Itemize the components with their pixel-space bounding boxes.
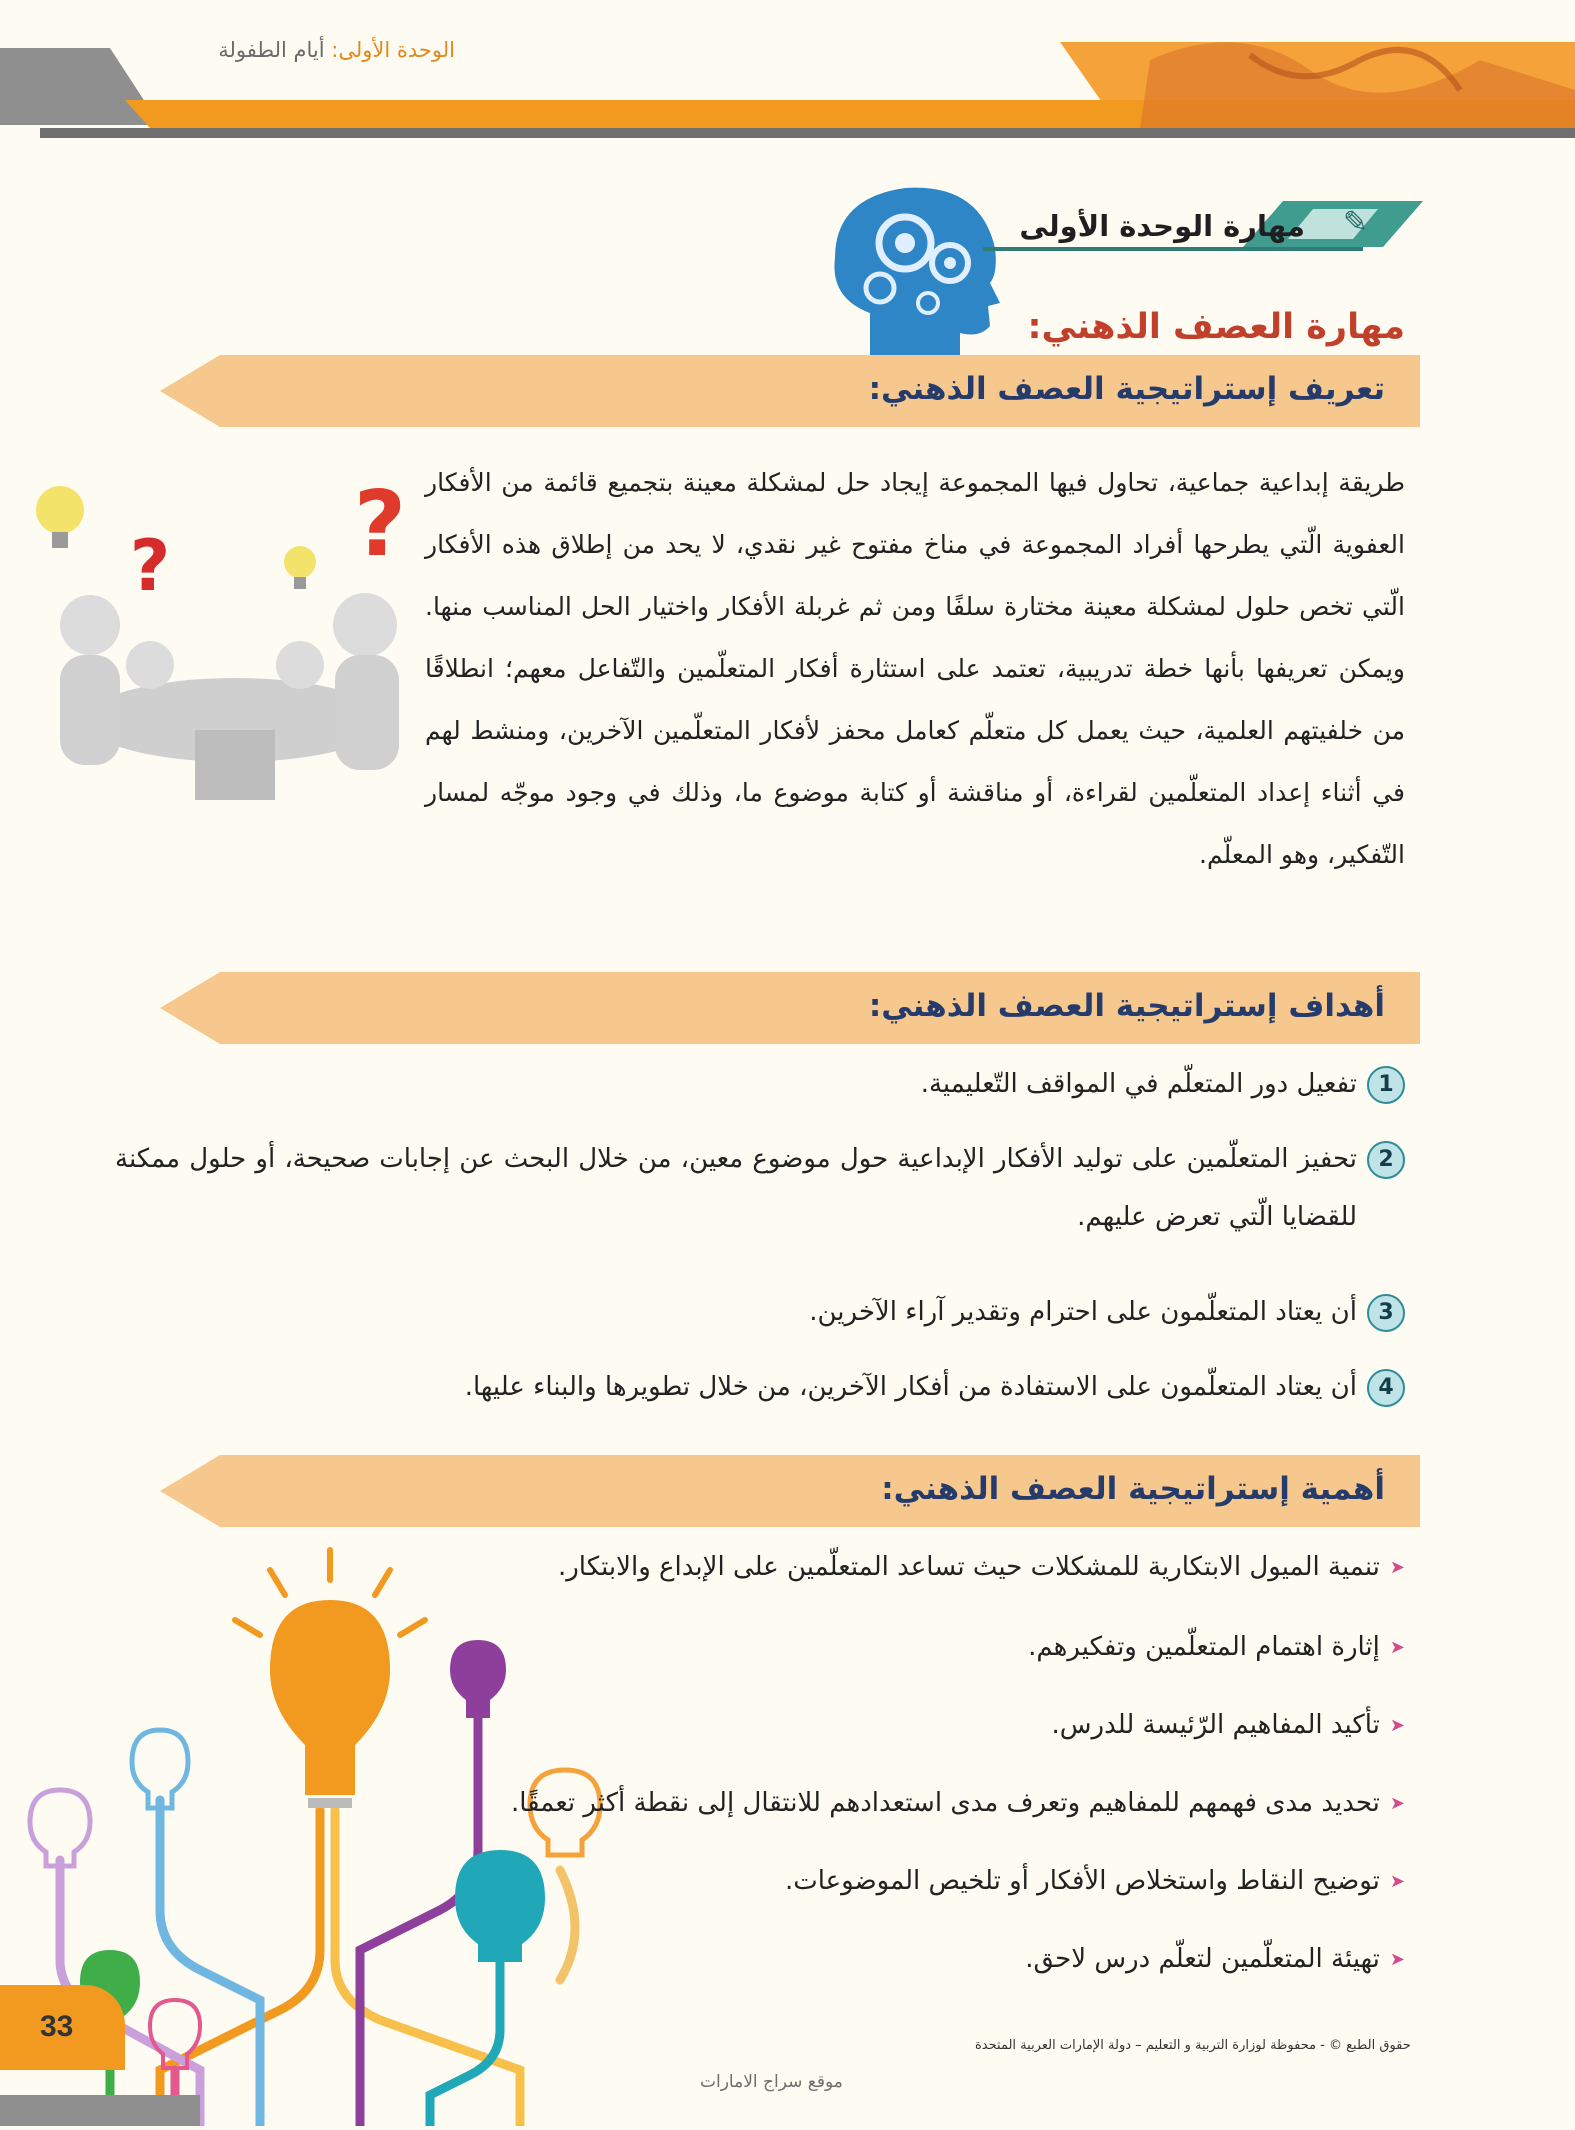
skill-unit-header — [983, 195, 1423, 253]
svg-text:?: ? — [129, 525, 171, 607]
svg-text:?: ? — [353, 472, 407, 577]
bullet-arrow-icon: ➤ — [1389, 1948, 1405, 1970]
page-number: 33 — [40, 2010, 74, 2043]
goal-text: تحفيز المتعلّمين على توليد الأفكار الإبداعية حول موضوع معين، من خلال البحث عن إجابات صحيحة، أو حلول ممكنة للقضايا الّتي تعرض عليهم. — [115, 1144, 1357, 1232]
goal-number-badge: 4 — [1367, 1369, 1405, 1407]
importance-item — [1052, 1710, 1405, 1740]
importance-text: تأكيد المفاهيم الرّئيسة للدرس. — [1051, 1710, 1380, 1740]
bullet-arrow-icon: ➤ — [1389, 1870, 1405, 1892]
importance-text: إثارة اهتمام المتعلّمين وتفكيرهم. — [1028, 1632, 1380, 1662]
topic-label: أيام الطفولة — [218, 38, 325, 62]
brainstorm-meeting-illustration — [20, 470, 440, 834]
footer-bar — [0, 2095, 200, 2126]
importance-item — [1025, 1944, 1405, 1974]
bullet-arrow-icon: ➤ — [1389, 1556, 1405, 1578]
goal-item — [115, 1130, 1405, 1246]
importance-item — [785, 1866, 1405, 1896]
page-header-band — [0, 0, 1575, 140]
unit-label: الوحدة الأولى: — [331, 38, 455, 62]
goal-text: أن يعتاد المتعلّمون على الاستفادة من أفكار الآخرين، من خلال تطويرها والبناء عليها. — [464, 1372, 1357, 1402]
header-decoration — [0, 0, 1575, 140]
pencil-icon: ✎ — [1342, 205, 1368, 240]
goal-text: أن يعتاد المتعلّمون على احترام وتقدير آراء الآخرين. — [809, 1297, 1357, 1327]
definition-section-banner — [160, 355, 1420, 427]
bullet-arrow-icon: ➤ — [1389, 1714, 1405, 1736]
goal-item — [921, 1055, 1405, 1113]
definition-paragraph: طريقة إبداعية جماعية، تحاول فيها المجموعة إيجاد حل لمشكلة معينة بتجميع قائمة من الأفكار العفوية الّتي يطرحها أفراد المجموعة في مناخ مفتوح غير نقدي، لا يحد من إطلاق هذه الأفكار الّتي تخص حلول لمشكلة معينة مختارة سلفًا ومن ثم غربلة الأفكار واختيار الحل المناسب منها. ويمكن تعريفها بأنها خطة تدريبية، تعتمد على استثارة أفكار المتعلّمين والتّفاعل معهم؛ انطلاقًا من خلفيتهم العلمية، حيث يعمل كل متعلّم كعامل محفز لأفكار المتعلّمين الآخرين، ومنشط لهم في أثناء إعداد المتعلّمين لقراءة، أو مناقشة أو كتابة موضوع ما، وذلك في وجود موجّه لمسار التّفكير، وهو المعلّم. — [425, 468, 1405, 869]
goal-number-badge: 1 — [1367, 1066, 1405, 1104]
goals-title: أهداف إستراتيجية العصف الذهني: — [868, 988, 1385, 1024]
skill-subtitle: مهارة العصف الذهني: — [1027, 307, 1405, 347]
importance-section-banner — [160, 1455, 1420, 1527]
goal-number-badge: 3 — [1367, 1294, 1405, 1332]
bullet-arrow-icon: ➤ — [1389, 1636, 1405, 1658]
importance-item — [511, 1788, 1405, 1818]
definition-title: تعريف إستراتيجية العصف الذهني: — [868, 371, 1385, 407]
importance-text: تنمية الميول الابتكارية للمشكلات حيث تساعد المتعلّمين على الإبداع والابتكار. — [557, 1552, 1380, 1582]
goal-number-badge: 2 — [1367, 1141, 1405, 1179]
importance-title: أهمية إستراتيجية العصف الذهني: — [881, 1471, 1385, 1507]
bullet-arrow-icon: ➤ — [1389, 1792, 1405, 1814]
importance-text: تهيئة المتعلّمين لتعلّم درس لاحق. — [1025, 1944, 1380, 1974]
importance-item — [558, 1552, 1405, 1582]
goal-text: تفعيل دور المتعلّم في المواقف التّعليمية. — [920, 1069, 1357, 1099]
header-label — [218, 38, 455, 62]
site-watermark: موقع سراج الامارات — [700, 2072, 843, 2092]
importance-item — [1028, 1632, 1405, 1662]
goals-section-banner — [160, 972, 1420, 1044]
goal-item — [809, 1283, 1405, 1341]
importance-text: توضيح النقاط واستخلاص الأفكار أو تلخيص الموضوعات. — [784, 1866, 1380, 1896]
copyright-notice: حقوق الطبع © - محفوظة لوزارة التربية و التعليم – دولة الإمارات العربية المتحدة — [975, 2038, 1411, 2053]
goal-item — [465, 1358, 1405, 1416]
importance-text: تحديد مدى فهمهم للمفاهيم وتعرف مدى استعدادهم للانتقال إلى نقطة أكثر تعمقًا. — [510, 1788, 1380, 1818]
skill-unit-title: مهارة الوحدة الأولى — [1019, 209, 1305, 243]
